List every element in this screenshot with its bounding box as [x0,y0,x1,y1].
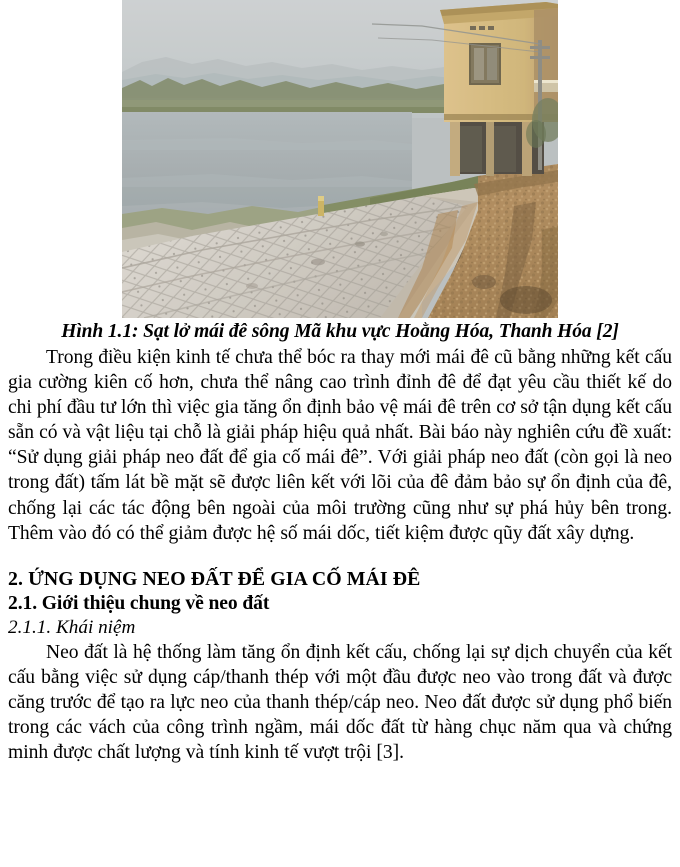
heading-section-2-1-1: 2.1.1. Khái niệm [8,616,136,638]
figure-1-1 [122,0,558,318]
figure-1-1-photo [122,0,558,318]
body-column [8,345,672,765]
section-spacer [8,546,672,567]
paragraph-khai-niem: Neo đất là hệ thống làm tăng ổn định kết cấu, chống lại sự dịch chuyển của kết cấu bằng việc sử dụng cáp/thanh thép với một đầu được neo vào trong đất và được căng trước để tạo ra lực neo của thanh thép/cáp neo. Neo đất được sử dụng phổ biến trong các vách của công trình ngầm, mái dốc đất từ hàng chục năm qua và chứng minh được chất lượng và tính kinh tế vượt trội [3]. [8,641,672,764]
figure-caption: Hình 1.1: Sạt lở mái đê sông Mã khu vực Hoằng Hóa, Thanh Hóa [2] [61,321,619,342]
paragraph-intro: Trong điều kiện kinh tế chưa thể bóc ra thay mới mái đê cũ bằng những kết cấu gia cường kiên cố hơn, chưa thể nâng cao trình đỉnh đê để đạt yêu cầu thiết kế do chi phí đầu tư lớn thì việc gia tăng ổn định bảo vệ mái đê trên cơ sở tận dụng kết cấu sẵn có và vật liệu tại chỗ là giải pháp hiệu quả nhất. Bài báo này nghiên cứu đề xuất: “Sử dụng giải pháp neo đất để gia cố mái đê”. Với giải pháp neo đất (còn gọi là neo trong đất) tấm lát bề mặt sẽ được liên kết với lõi của đê đảm bảo sự ổn định của đê, chống lại các tác động bên ngoài của môi trường cũng như sự phá hủy bên trong. Thêm vào đó có thể giảm được hệ số mái dốc, tiết kiệm được qũy đất xây dựng. [8,347,672,544]
heading-section-2-1: 2.1. Giới thiệu chung về neo đất [8,592,270,614]
heading-section-2: 2. ỨNG DỤNG NEO ĐẤT ĐỂ GIA CỐ MÁI ĐÊ [8,567,421,590]
photo-illustration [122,0,558,318]
